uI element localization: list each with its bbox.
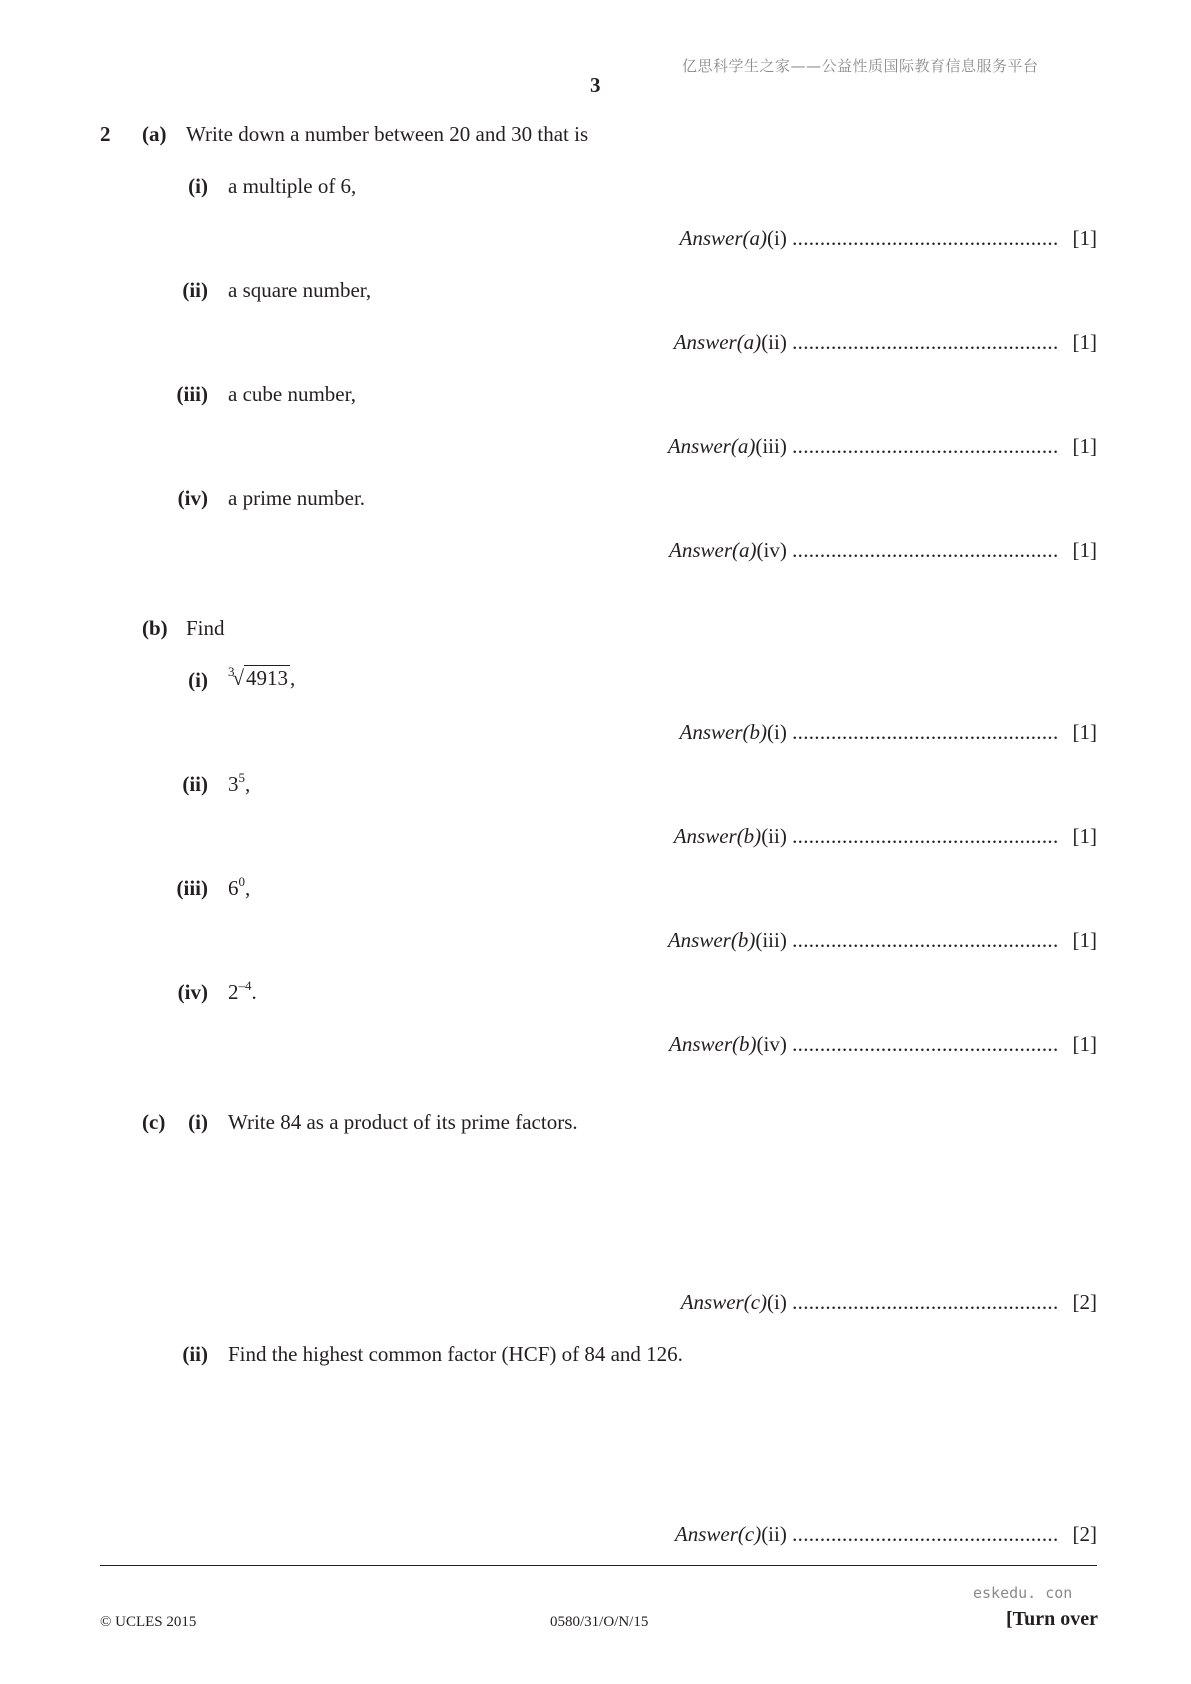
answer-label: Answer(a) bbox=[679, 226, 768, 250]
part-a-i-label: (i) bbox=[188, 174, 208, 198]
answer-label: Answer(b) bbox=[669, 1032, 757, 1056]
answer-sub: (i) bbox=[767, 720, 787, 744]
part-a-ii-label: (ii) bbox=[182, 278, 208, 302]
answer-line-b-ii[interactable] bbox=[497, 824, 1097, 849]
part-a-iii-text: a cube number, bbox=[228, 382, 357, 406]
base: 2 bbox=[228, 980, 239, 1004]
answer-label: Answer(c) bbox=[680, 1290, 768, 1314]
answer-line-a-iii[interactable] bbox=[497, 434, 1097, 459]
trailing-punct: , bbox=[245, 876, 251, 900]
marks: [1] bbox=[1072, 1032, 1097, 1056]
answer-label: Answer(b) bbox=[667, 928, 756, 952]
answer-sub: (ii) bbox=[761, 1522, 787, 1546]
marks: [1] bbox=[1072, 720, 1097, 744]
turn-over: [Turn over bbox=[1006, 1608, 1099, 1630]
marks: [1] bbox=[1072, 928, 1097, 952]
answer-line-a-iv[interactable] bbox=[497, 538, 1097, 563]
answer-sub: (iv) bbox=[756, 1032, 787, 1056]
answer-line-b-iv[interactable] bbox=[497, 1032, 1097, 1057]
marks: [2] bbox=[1072, 1290, 1097, 1314]
answer-sub: (i) bbox=[767, 226, 787, 250]
paper-code: 0580/31/O/N/15 bbox=[550, 1614, 649, 1630]
part-a-prompt: Write down a number between 20 and 30 that is bbox=[186, 122, 589, 146]
radicand: 4913 bbox=[246, 666, 289, 690]
question-number: 2 bbox=[100, 122, 111, 146]
part-b-label: (b) bbox=[142, 616, 168, 640]
power-expression bbox=[228, 772, 250, 797]
footer-watermark: eskedu. con bbox=[973, 1584, 1073, 1602]
part-b-iii-label: (iii) bbox=[176, 876, 208, 900]
answer-dots: ................................................ bbox=[792, 720, 1059, 744]
part-b-ii-label: (ii) bbox=[182, 772, 208, 796]
marks: [1] bbox=[1072, 538, 1097, 562]
marks: [1] bbox=[1072, 330, 1097, 354]
part-c-i-label: (i) bbox=[188, 1110, 208, 1134]
part-c-ii-text: Find the highest common factor (HCF) of 84 and 126. bbox=[228, 1342, 683, 1366]
power-expression bbox=[228, 980, 257, 1005]
answer-label: Answer(c) bbox=[674, 1522, 762, 1546]
marks: [1] bbox=[1072, 824, 1097, 848]
answer-line-b-i[interactable] bbox=[497, 720, 1097, 745]
answer-dots: ................................................ bbox=[792, 1522, 1059, 1546]
part-b-iv-label: (iv) bbox=[177, 980, 208, 1004]
answer-sub: (iii) bbox=[755, 928, 787, 952]
base: 6 bbox=[228, 876, 239, 900]
part-a-iv-label: (iv) bbox=[177, 486, 208, 510]
answer-sub: (iv) bbox=[756, 538, 787, 562]
answer-label: Answer(b) bbox=[673, 824, 762, 848]
part-a-i-text: a multiple of 6, bbox=[228, 174, 357, 198]
answer-dots: ................................................ bbox=[792, 1032, 1059, 1056]
marks: [2] bbox=[1072, 1522, 1097, 1546]
answer-line-a-i[interactable] bbox=[497, 226, 1097, 251]
answer-line-c-i[interactable] bbox=[497, 1290, 1097, 1315]
part-c-label: (c) bbox=[142, 1110, 166, 1134]
page-number: 3 bbox=[590, 73, 601, 97]
answer-line-a-ii[interactable] bbox=[497, 330, 1097, 355]
trailing-punct: , bbox=[290, 666, 296, 690]
answer-dots: ................................................ bbox=[792, 330, 1059, 354]
answer-label: Answer(a) bbox=[673, 330, 762, 354]
power-expression bbox=[228, 876, 250, 901]
cube-root-expression bbox=[228, 666, 295, 691]
root-index: 3 bbox=[228, 664, 235, 679]
answer-label: Answer(a) bbox=[669, 538, 757, 562]
part-c-ii-label: (ii) bbox=[182, 1342, 208, 1366]
answer-dots: ................................................ bbox=[792, 1290, 1059, 1314]
header-watermark: 亿思科学生之家——公益性质国际教育信息服务平台 bbox=[682, 57, 1039, 75]
part-b-prompt: Find bbox=[186, 616, 225, 640]
part-a-iv-text: a prime number. bbox=[228, 486, 366, 510]
answer-dots: ................................................ bbox=[792, 434, 1059, 458]
base: 3 bbox=[228, 772, 239, 796]
exponent: 0 bbox=[238, 874, 245, 889]
part-a-iii-label: (iii) bbox=[176, 382, 208, 406]
part-b-i-label: (i) bbox=[188, 668, 208, 692]
answer-sub: (iii) bbox=[755, 434, 787, 458]
answer-sub: (ii) bbox=[761, 330, 787, 354]
radical-sign-icon: √ bbox=[232, 666, 245, 690]
marks: [1] bbox=[1072, 434, 1097, 458]
answer-dots: ................................................ bbox=[792, 226, 1059, 250]
answer-dots: ................................................ bbox=[792, 824, 1059, 848]
answer-line-b-iii[interactable] bbox=[497, 928, 1097, 953]
answer-line-c-ii[interactable] bbox=[497, 1522, 1097, 1547]
answer-label: Answer(b) bbox=[679, 720, 768, 744]
answer-sub: (i) bbox=[767, 1290, 787, 1314]
trailing-punct: . bbox=[251, 980, 257, 1004]
exponent: 5 bbox=[238, 770, 245, 785]
answer-sub: (ii) bbox=[761, 824, 787, 848]
answer-dots: ................................................ bbox=[792, 538, 1059, 562]
copyright: © UCLES 2015 bbox=[100, 1614, 197, 1630]
marks: [1] bbox=[1072, 226, 1097, 250]
part-a-label: (a) bbox=[142, 122, 167, 146]
part-a-ii-text: a square number, bbox=[228, 278, 372, 302]
trailing-punct: , bbox=[245, 772, 251, 796]
part-c-i-text: Write 84 as a product of its prime factors. bbox=[228, 1110, 578, 1134]
answer-dots: ................................................ bbox=[792, 928, 1059, 952]
footer-divider bbox=[100, 1565, 1097, 1566]
exponent: –4 bbox=[238, 978, 252, 993]
answer-label: Answer(a) bbox=[667, 434, 756, 458]
